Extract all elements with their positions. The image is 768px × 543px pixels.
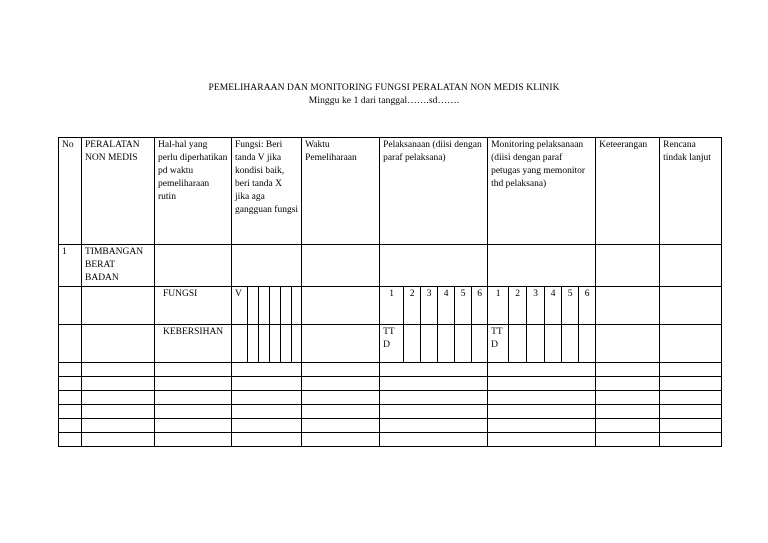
blank-row — [59, 391, 722, 405]
cell — [488, 419, 596, 433]
cell — [259, 325, 270, 363]
cell — [270, 287, 281, 325]
cell — [380, 245, 488, 287]
header-monitoring: Monitoring pelaksanaan (diisi dengan paraf petugas yang memonitor thd pelaksana) — [488, 138, 596, 245]
cell — [59, 405, 82, 419]
cell — [509, 325, 527, 363]
cell — [660, 363, 722, 377]
fungsi-row — [59, 287, 722, 325]
cell — [59, 287, 82, 325]
header-no: No — [59, 138, 82, 245]
cell — [155, 433, 232, 447]
cell — [292, 325, 302, 363]
cell — [660, 433, 722, 447]
monitoring-day: 2 — [509, 287, 527, 325]
header-row — [59, 138, 722, 245]
cell — [380, 419, 488, 433]
cell — [155, 391, 232, 405]
cell — [660, 245, 722, 287]
monitoring-ttd: TTD — [488, 325, 509, 363]
cell — [302, 287, 380, 325]
header-peralatan: PERALATAN NON MEDIS — [82, 138, 155, 245]
pelaksanaan-day: 2 — [404, 287, 421, 325]
cell — [380, 377, 488, 391]
cell — [488, 377, 596, 391]
cell — [472, 325, 488, 363]
cell — [232, 245, 302, 287]
item-row — [59, 245, 722, 287]
cell — [248, 287, 259, 325]
cell — [82, 433, 155, 447]
cell — [232, 363, 302, 377]
cell — [82, 363, 155, 377]
cell — [232, 405, 302, 419]
cell — [155, 245, 232, 287]
cell — [302, 377, 380, 391]
cell — [82, 287, 155, 325]
cell — [380, 433, 488, 447]
monitoring-day: 4 — [545, 287, 562, 325]
cell — [455, 325, 472, 363]
cell — [562, 325, 579, 363]
cell — [596, 419, 660, 433]
cell — [579, 325, 596, 363]
pelaksanaan-day: 6 — [472, 287, 488, 325]
monitoring-day: 3 — [527, 287, 545, 325]
cell — [488, 405, 596, 419]
cell — [380, 405, 488, 419]
cell — [155, 363, 232, 377]
cell — [82, 391, 155, 405]
blank-row — [59, 377, 722, 391]
cell — [232, 419, 302, 433]
cell — [302, 363, 380, 377]
fungsi-mark: V — [232, 287, 248, 325]
cell — [596, 391, 660, 405]
pelaksanaan-ttd: TTD — [380, 325, 404, 363]
cell — [302, 419, 380, 433]
cell — [281, 287, 292, 325]
cell — [596, 245, 660, 287]
blank-row — [59, 433, 722, 447]
cell — [488, 391, 596, 405]
cell — [596, 287, 660, 325]
cell — [59, 419, 82, 433]
cell — [292, 287, 302, 325]
cell — [302, 245, 380, 287]
kebersihan-row — [59, 325, 722, 363]
item-no: 1 — [59, 245, 82, 287]
pelaksanaan-day: 5 — [455, 287, 472, 325]
cell — [421, 325, 438, 363]
cell — [380, 363, 488, 377]
header-rencana: Rencana tindak lanjut — [660, 138, 722, 245]
monitoring-day: 1 — [488, 287, 509, 325]
cell — [82, 419, 155, 433]
cell — [660, 405, 722, 419]
form-subtitle: Minggu ke 1 dari tanggal…….sd……. — [308, 96, 460, 106]
cell — [302, 391, 380, 405]
item-name: TIMBANGAN BERAT BADAN — [82, 245, 155, 287]
cell — [660, 391, 722, 405]
cell — [302, 433, 380, 447]
cell — [596, 405, 660, 419]
kebersihan-label: KEBERSIHAN — [155, 325, 232, 363]
cell — [438, 325, 455, 363]
cell — [380, 391, 488, 405]
cell — [232, 377, 302, 391]
pelaksanaan-day: 4 — [438, 287, 455, 325]
cell — [59, 391, 82, 405]
cell — [232, 391, 302, 405]
cell — [248, 325, 259, 363]
cell — [232, 433, 302, 447]
cell — [259, 287, 270, 325]
fungsi-label: FUNGSI — [155, 287, 232, 325]
cell — [596, 433, 660, 447]
cell — [302, 405, 380, 419]
header-waktu: Waktu Pemeliharaan — [302, 138, 380, 245]
blank-row — [59, 419, 722, 433]
cell — [596, 363, 660, 377]
cell — [596, 377, 660, 391]
cell — [488, 363, 596, 377]
cell — [155, 405, 232, 419]
header-hal: Hal-hal yang perlu diperhatikan pd waktu pemeliharaan rutin — [155, 138, 232, 245]
cell — [545, 325, 562, 363]
header-fungsi: Fungsi: Beri tanda V jika kondisi baik, beri tanda X jika aga gangguan fungsi — [232, 138, 302, 245]
cell — [59, 377, 82, 391]
cell — [527, 325, 545, 363]
cell — [660, 377, 722, 391]
pelaksanaan-day: 3 — [421, 287, 438, 325]
cell — [59, 363, 82, 377]
cell — [232, 325, 248, 363]
cell — [596, 325, 660, 363]
blank-row — [59, 363, 722, 377]
cell — [155, 419, 232, 433]
cell — [155, 377, 232, 391]
cell — [302, 325, 380, 363]
cell — [82, 325, 155, 363]
cell — [660, 287, 722, 325]
cell — [82, 405, 155, 419]
monitoring-day: 5 — [562, 287, 579, 325]
cell — [281, 325, 292, 363]
blank-row — [59, 405, 722, 419]
monitoring-day: 6 — [579, 287, 596, 325]
cell — [59, 325, 82, 363]
cell — [404, 325, 421, 363]
maintenance-table — [58, 137, 722, 447]
cell — [660, 325, 722, 363]
cell — [270, 325, 281, 363]
cell — [488, 433, 596, 447]
pelaksanaan-day: 1 — [380, 287, 404, 325]
cell — [82, 377, 155, 391]
cell — [59, 433, 82, 447]
cell — [660, 419, 722, 433]
cell — [488, 245, 596, 287]
header-pelaksanaan: Pelaksanaan (diisi dengan paraf pelaksana) — [380, 138, 488, 245]
form-title: PEMELIHARAAN DAN MONITORING FUNGSI PERALATAN NON MEDIS KLINIK — [208, 83, 560, 93]
header-keterangan: Keteerangan — [596, 138, 660, 245]
